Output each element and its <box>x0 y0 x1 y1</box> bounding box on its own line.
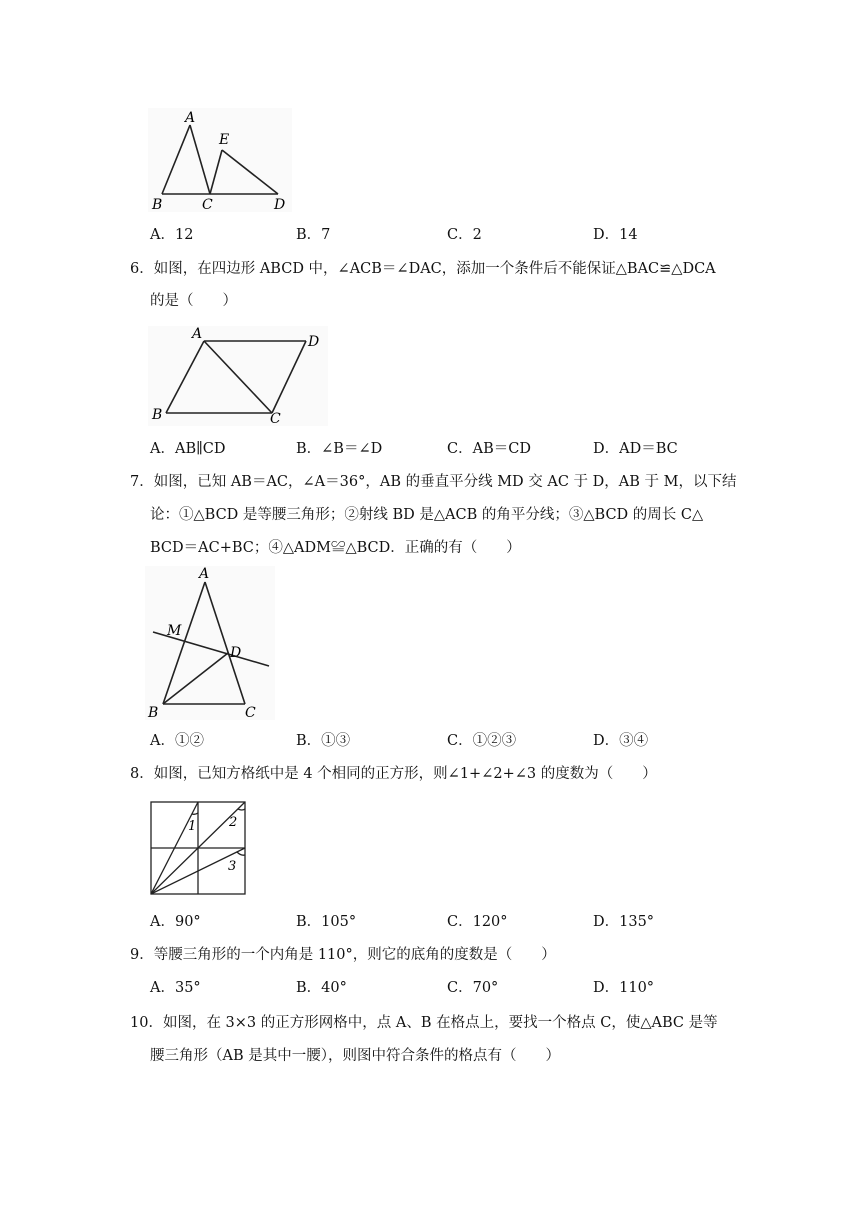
q7-stem-line1: 7．如图，已知 AB＝AC，∠A＝36°，AB 的垂直平分线 MD 交 AC 于 D，AB 于 M，以下结 <box>130 474 737 490</box>
q7-label-m: M <box>167 623 182 639</box>
q9-option-a[interactable]: A．35° <box>150 980 201 996</box>
q8-arc-3 <box>237 852 245 855</box>
q8-arc-2 <box>238 809 245 810</box>
q5-figure <box>148 108 292 212</box>
q5-option-b[interactable]: B．7 <box>296 227 331 243</box>
q9-option-d[interactable]: D．110° <box>593 980 655 996</box>
q8-label-1: 1 <box>188 819 197 834</box>
q5-segment-ab <box>162 125 190 194</box>
q9-stem-line1: 9．等腰三角形的一个内角是 110°，则它的底角的度数是（ ） <box>130 947 556 963</box>
q6-segment-ac <box>204 341 272 413</box>
q8-option-c[interactable]: C．120° <box>447 914 508 930</box>
q5-segment-ac <box>190 125 210 194</box>
q7-segment-bd <box>163 653 228 704</box>
q8-figure <box>148 800 248 896</box>
q7-segment-ab <box>163 582 205 704</box>
q7-label-a: A <box>199 566 210 582</box>
q6-label-a: A <box>192 326 203 342</box>
q6-label-d: D <box>308 334 320 350</box>
q6-segment-ab <box>166 341 204 413</box>
q8-label-3: 3 <box>228 859 237 874</box>
q7-option-b[interactable]: B．①③ <box>296 733 351 749</box>
q8-option-b[interactable]: B．105° <box>296 914 357 930</box>
q5-label-a: A <box>185 110 196 126</box>
q6-option-d[interactable]: D．AD＝BC <box>593 441 678 457</box>
q8-option-a[interactable]: A．90° <box>150 914 201 930</box>
q6-stem-line1: 6．如图，在四边形 ABCD 中，∠ACB＝∠DAC，添加一个条件后不能保证△BAC≌△DCA <box>130 261 716 277</box>
q6-label-c: C <box>270 411 281 426</box>
q9-option-c[interactable]: C．70° <box>447 980 499 996</box>
q10-stem-line1: 10．如图，在 3×3 的正方形网格中，点 A、B 在格点上，要找一个格点 C，使△ABC 是等 <box>130 1015 718 1031</box>
q5-option-a[interactable]: A．12 <box>150 227 194 243</box>
q9-option-b[interactable]: B．40° <box>296 980 347 996</box>
q7-option-d[interactable]: D．③④ <box>593 733 649 749</box>
q6-segment-dc <box>272 341 306 413</box>
q6-figure <box>148 326 328 426</box>
q5-segment-ed <box>222 150 278 194</box>
q8-option-d[interactable]: D．135° <box>593 914 655 930</box>
q7-segment-ac <box>205 582 245 704</box>
q8-figure-svg <box>148 800 248 896</box>
q7-figure-svg <box>145 566 275 720</box>
q7-option-c[interactable]: C．①②③ <box>447 733 517 749</box>
q6-stem-line2: 的是（ ） <box>150 293 237 309</box>
q6-option-a[interactable]: A．AB∥CD <box>150 441 226 457</box>
q5-option-c[interactable]: C．2 <box>447 227 482 243</box>
q5-label-e: E <box>219 132 230 148</box>
q7-label-b: B <box>148 705 159 720</box>
q8-stem-line1: 8．如图，已知方格纸中是 4 个相同的正方形，则∠1+∠2+∠3 的度数为（ ） <box>130 766 657 782</box>
q5-option-d[interactable]: D．14 <box>593 227 638 243</box>
q6-label-b: B <box>152 407 163 423</box>
q5-figure-svg <box>148 108 292 212</box>
q5-label-d: D <box>274 197 286 212</box>
q7-label-c: C <box>245 705 256 720</box>
q6-option-b[interactable]: B．∠B＝∠D <box>296 441 383 457</box>
q7-label-d: D <box>230 645 242 661</box>
q7-stem-line2: 论：①△BCD 是等腰三角形；②射线 BD 是△ACB 的角平分线；③△BCD 的周长 C△ <box>150 507 704 523</box>
q5-label-b: B <box>152 197 163 212</box>
q7-option-a[interactable]: A．①② <box>150 733 204 749</box>
q6-figure-svg <box>148 326 328 426</box>
q7-figure <box>145 566 275 720</box>
q10-stem-line2: 腰三角形（AB 是其中一腰），则图中符合条件的格点有（ ） <box>150 1048 560 1064</box>
q6-option-c[interactable]: C．AB＝CD <box>447 441 531 457</box>
q5-label-c: C <box>202 197 213 212</box>
q8-label-2: 2 <box>229 815 238 830</box>
q7-stem-line3: BCD＝AC+BC；④△ADM≌△BCD．正确的有（ ） <box>150 540 521 556</box>
q5-segment-ce <box>210 150 222 194</box>
